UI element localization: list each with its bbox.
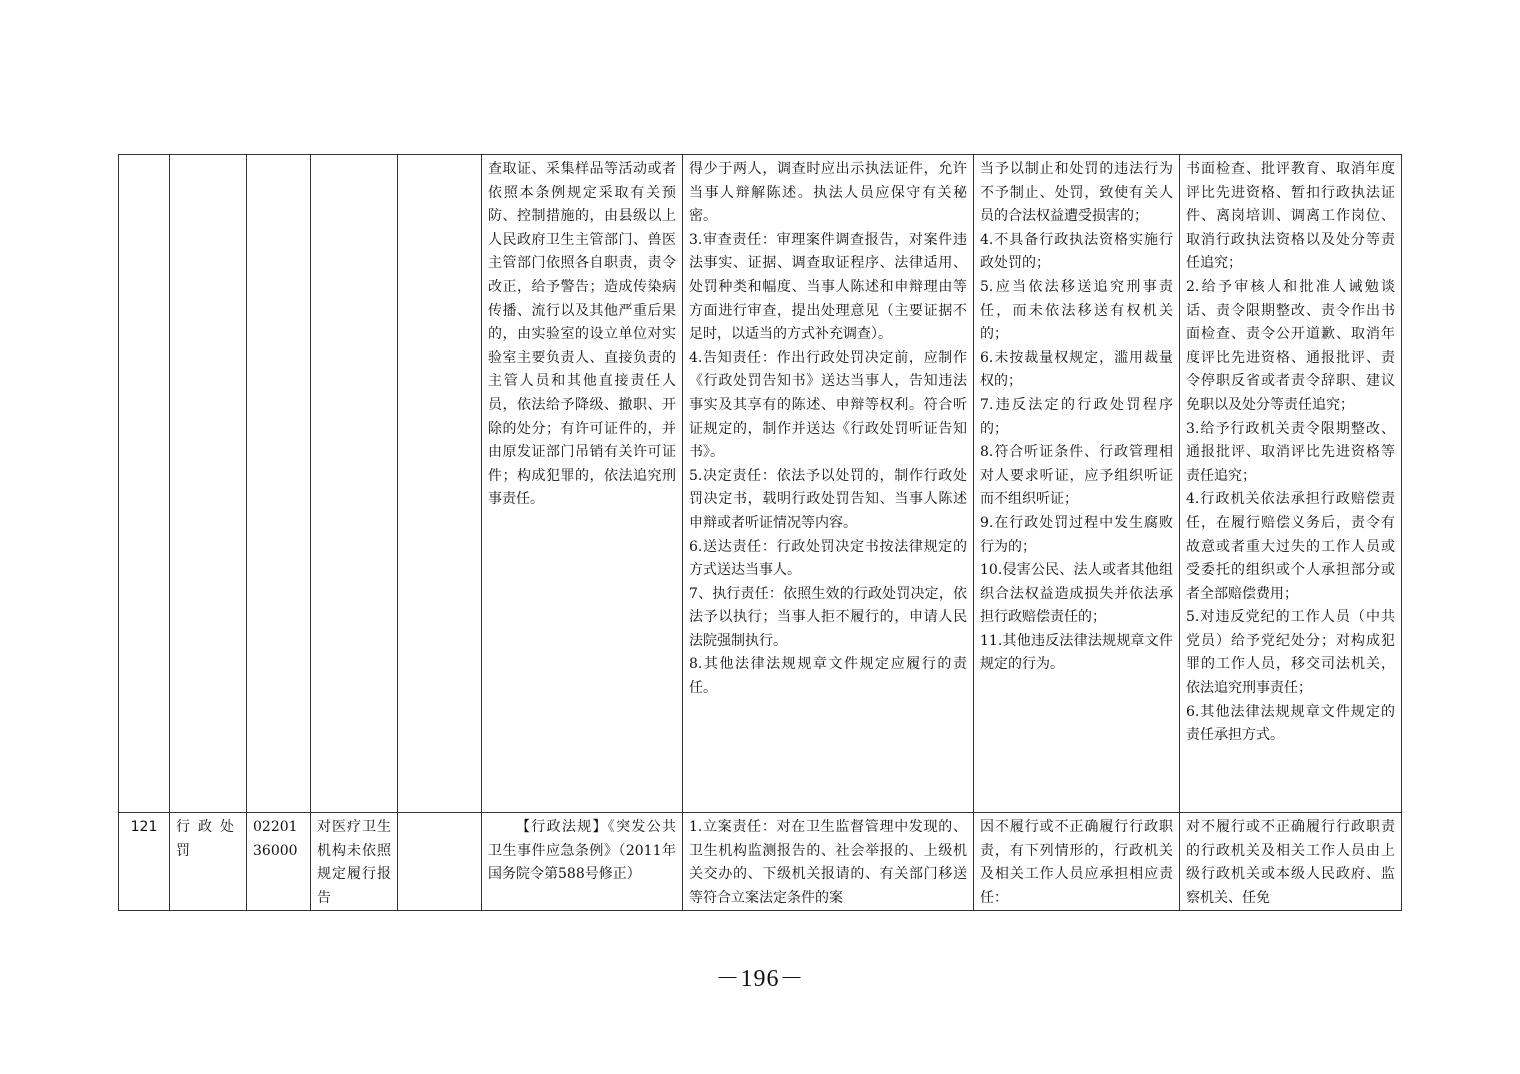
cell-accountability: 因不履行或不正确履行行政职责，有下列情形的，行政机关及相关工作人员应承担相应责任： <box>974 813 1180 911</box>
cell-item-name <box>311 155 398 813</box>
cell-responsibility: 得少于两人，调查时应出示执法证件，允许当事人辩解陈述。执法人员应保守有关秘密。 3.审查责任：审理案件调查报告，对案件违法事实、证据、调查取证程序、法律适用、处罚种类和幅度、当事人陈述和申辩理由等方面进行审查，提出处理意见（主要证据不足时，以适当的方式补充调查）。 4.告知责任：作出行政处罚决定前，应制作《行政处罚告知书》送达当事人，告知违法事实及其享有的陈述、申辩等权利。符合听证规定的，制作并送达《行政处罚听证告知书》。 5.决定责任：依法予以处罚的，制作行政处罚决定书，载明行政处罚告知、当事人陈述申辩或者听证情况等内容。 6.送达责任：行政处罚决定书按法律规定的方式送达当事人。 7、执行责任：依照生效的行政处罚决定，依法予以执行；当事人拒不履行的，申请人民法院强制执行。 8.其他法律法规规章文件规定应履行的责任。 <box>683 155 974 813</box>
cell-item-name: 对医疗卫生机构未依照规定履行报告 <box>311 813 398 911</box>
cell-legal-basis: 查取证、采集样品等活动或者依照本条例规定采取有关预防、控制措施的，由县级以上人民政府卫生主管部门、兽医主管部门依照各自职责，责令改正，给予警告；造成传染病传播、流行以及其他严重后果的，由实验室的设立单位对实验室主要负责人、直接负责的主管人员和其他直接责任人员，依法给予降级、撤职、开除的处分；有许可证件的，并由原发证部门吊销有关许可证件；构成犯罪的，依法追究刑事责任。 <box>482 155 683 813</box>
table-row-continuation <box>119 155 1402 813</box>
cell-legal-basis: 【行政法规】《突发公共卫生事件应急条例》（2011年国务院令第588号修正） <box>482 813 683 911</box>
cell-accountability: 当予以制止和处罚的违法行为不予制止、处罚，致使有关人员的合法权益遭受损害的； 4.不具备行政执法资格实施行政处罚的； 5.应当依法移送追究刑事责任，而未依法移送有权机关的； 6.未按裁量权规定，滥用裁量权的； 7.违反法定的行政处罚程序的； 8.符合听证条件、行政管理相对人要求听证，应予组织听证而不组织听证； 9.在行政处罚过程中发生腐败行为的； 10.侵害公民、法人或者其他组织合法权益造成损失并依法承担行政赔偿责任的； 11.其他违反法律法规规章文件规定的行为。 <box>974 155 1180 813</box>
cell-code <box>247 155 311 813</box>
table-row-121 <box>119 813 1402 911</box>
cell-sub-item <box>398 813 482 911</box>
cell-code: 02201 36000 <box>247 813 311 911</box>
cell-accountability-measures: 对不履行或不正确履行行政职责的行政机关及相关工作人员由上级行政机关或本级人民政府、监察机关、任免 <box>1180 813 1402 911</box>
page-number: －196－ <box>715 966 805 992</box>
cell-accountability-measures: 书面检查、批评教育、取消年度评比先进资格、暂扣行政执法证件、离岗培训、调离工作岗位、取消行政执法资格以及处分等责任追究； 2.给予审核人和批准人诫勉谈话、责令限期整改、责令作出书面检查、责令公开道歉、取消年度评比先进资格、通报批评、责令停职反省或者责令辞职、建议免职以及处分等责任追究； 3.给予行政机关责令限期整改、通报批评、取消评比先进资格等责任追究； 4.行政机关依法承担行政赔偿责任，在履行赔偿义务后，责令有故意或者重大过失的工作人员或受委托的组织或个人承担部分或者全部赔偿费用； 5.对违反党纪的工作人员（中共党员）给予党纪处分；对构成犯罪的工作人员，移交司法机关，依法追究刑事责任； 6.其他法律法规规章文件规定的责任承担方式。 <box>1180 155 1402 813</box>
cell-responsibility: 1.立案责任：对在卫生监督管理中发现的、卫生机构监测报告的、社会举报的、上级机关交办的、下级机关报请的、有关部门移送等符合立案法定条件的案 <box>683 813 974 911</box>
cell-number: 121 <box>119 813 170 911</box>
cell-category: 行政处罚 <box>170 813 247 911</box>
duty-list-table <box>118 154 1402 911</box>
cell-category <box>170 155 247 813</box>
cell-sub-item <box>398 155 482 813</box>
cell-number <box>119 155 170 813</box>
